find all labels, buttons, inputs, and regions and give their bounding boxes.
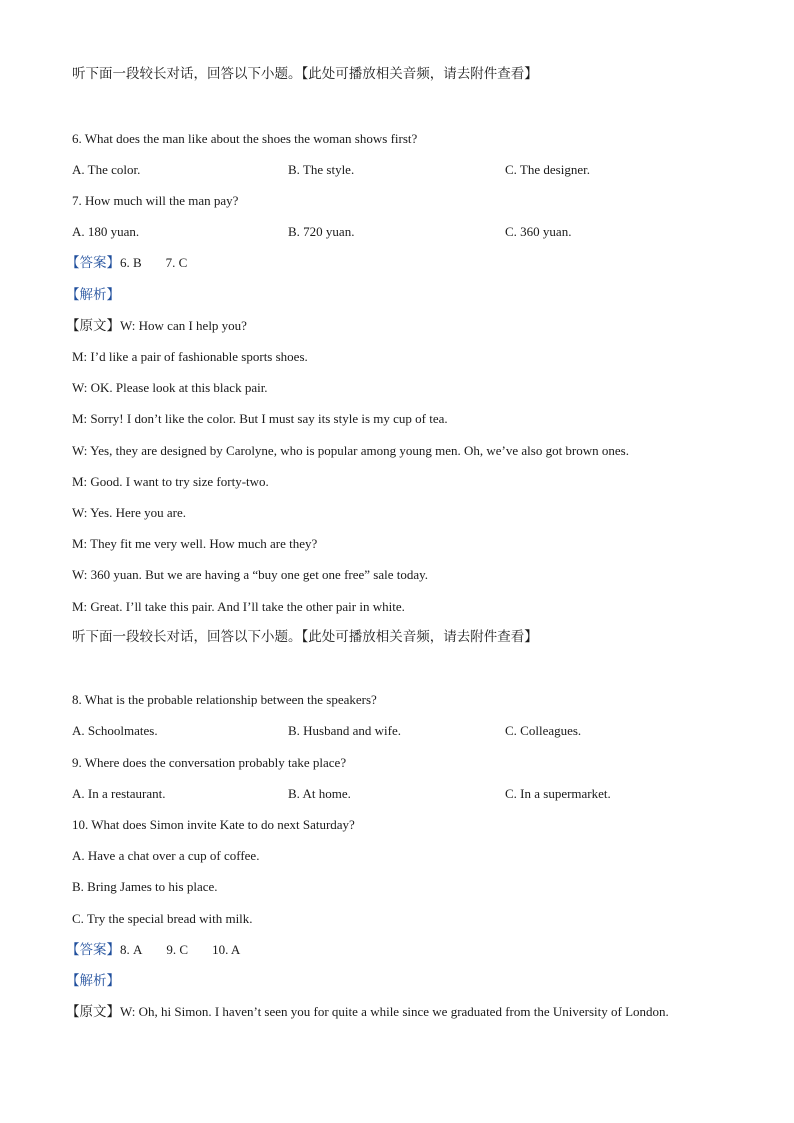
transcript-text: M: Sorry! I don’t like the color. But I must say its style is my cup of tea. bbox=[72, 411, 448, 426]
answer-value: 6. B bbox=[120, 255, 142, 270]
analysis-tag: 【解析】 bbox=[66, 973, 120, 989]
transcript-text: W: Yes. Here you are. bbox=[72, 505, 186, 520]
option-c: C. The designer. bbox=[505, 162, 590, 177]
transcript-text: M: Good. I want to try size forty-two. bbox=[72, 474, 269, 489]
question-stem: 7. How much will the man pay? bbox=[72, 193, 239, 208]
transcript-line bbox=[66, 1004, 669, 1020]
transcript-text: W: OK. Please look at this black pair. bbox=[72, 380, 268, 395]
question-stem: 9. Where does the conversation probably take place? bbox=[72, 755, 347, 770]
answer-value: 8. A bbox=[120, 942, 143, 957]
option-a: A. The color. bbox=[72, 162, 141, 177]
option-b: B. At home. bbox=[288, 786, 351, 801]
analysis-line bbox=[66, 287, 120, 303]
answer-value: 9. C bbox=[166, 942, 189, 957]
question-stem: 6. What does the man like about the shoes the woman shows first? bbox=[72, 131, 418, 146]
option-c: C. In a supermarket. bbox=[505, 786, 611, 801]
section-instruction: 听下面一段较长对话，回答以下小题。【此处可播放相关音频，请去附件查看】 bbox=[72, 629, 538, 645]
option-b: B. The style. bbox=[288, 162, 355, 177]
answer-value: 10. A bbox=[212, 942, 241, 957]
answer-tag: 【答案】 bbox=[66, 942, 120, 958]
transcript-tag: 【原文】 bbox=[66, 318, 120, 334]
option-a: A. Have a chat over a cup of coffee. bbox=[72, 848, 260, 863]
option-b: B. Bring James to his place. bbox=[72, 879, 218, 894]
transcript-text: W: How can I help you? bbox=[120, 318, 247, 333]
section-instruction: 听下面一段较长对话，回答以下小题。【此处可播放相关音频，请去附件查看】 bbox=[72, 66, 538, 82]
option-b: B. Husband and wife. bbox=[288, 723, 402, 738]
option-a: A. 180 yuan. bbox=[72, 224, 140, 239]
option-c: C. 360 yuan. bbox=[505, 224, 572, 239]
transcript-line bbox=[66, 318, 247, 334]
option-b: B. 720 yuan. bbox=[288, 224, 355, 239]
transcript-text: W: Oh, hi Simon. I haven’t seen you for quite a while since we graduated from the University of London. bbox=[120, 1004, 669, 1019]
option-a: A. Schoolmates. bbox=[72, 723, 158, 738]
transcript-text: W: 360 yuan. But we are having a “buy one get one free” sale today. bbox=[72, 567, 429, 582]
analysis-line bbox=[66, 973, 120, 989]
transcript-text: M: Great. I’ll take this pair. And I’ll take the other pair in white. bbox=[72, 599, 405, 614]
answer-line bbox=[66, 255, 187, 271]
transcript-tag: 【原文】 bbox=[66, 1004, 120, 1020]
question-stem: 8. What is the probable relationship between the speakers? bbox=[72, 692, 377, 707]
transcript-text: W: Yes, they are designed by Carolyne, who is popular among young men. Oh, we’ve also got brown ones. bbox=[72, 443, 629, 458]
analysis-tag: 【解析】 bbox=[66, 287, 120, 303]
answer-value: 7. C bbox=[165, 255, 188, 270]
answer-tag: 【答案】 bbox=[66, 255, 120, 271]
transcript-text: M: They fit me very well. How much are they? bbox=[72, 536, 318, 551]
option-c: C. Try the special bread with milk. bbox=[72, 911, 253, 926]
option-c: C. Colleagues. bbox=[505, 723, 582, 738]
question-stem: 10. What does Simon invite Kate to do next Saturday? bbox=[72, 817, 355, 832]
transcript-text: M: I’d like a pair of fashionable sports shoes. bbox=[72, 349, 308, 364]
answer-line bbox=[66, 942, 240, 958]
option-a: A. In a restaurant. bbox=[72, 786, 166, 801]
